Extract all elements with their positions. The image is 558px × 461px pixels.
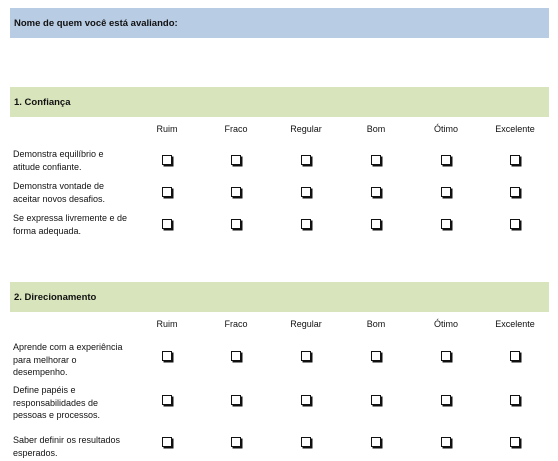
rating-checkbox[interactable] [371, 219, 381, 229]
rating-checkbox[interactable] [162, 219, 172, 229]
rating-checkbox[interactable] [441, 437, 451, 447]
criterion-label: Define papéis e responsabilidades de pessoas e processos. [13, 385, 101, 420]
rating-checkbox[interactable] [371, 437, 381, 447]
rating-checkbox[interactable] [371, 351, 381, 361]
rating-checkbox[interactable] [371, 155, 381, 165]
evaluee-name-bar [10, 8, 549, 38]
rating-checkbox[interactable] [301, 219, 311, 229]
rating-checkbox[interactable] [301, 395, 311, 405]
rating-checkbox[interactable] [162, 155, 172, 165]
rating-checkbox[interactable] [162, 351, 172, 361]
rating-checkbox[interactable] [371, 187, 381, 197]
section-header [10, 87, 549, 117]
rating-checkbox[interactable] [162, 395, 172, 405]
rating-checkbox[interactable] [510, 395, 520, 405]
rating-checkbox[interactable] [441, 351, 451, 361]
rating-column-label: Bom [366, 124, 386, 134]
rating-checkbox[interactable] [301, 155, 311, 165]
rating-checkbox[interactable] [510, 219, 520, 229]
criterion-label: Se expressa livremente e de forma adequada. [13, 213, 128, 236]
rating-checkbox[interactable] [441, 155, 451, 165]
rating-checkbox[interactable] [162, 187, 172, 197]
rating-checkbox[interactable] [441, 187, 451, 197]
rating-column-label: Excelente [495, 319, 535, 329]
rating-column-label: Ótimo [433, 319, 458, 329]
rating-column-label: Fraco [224, 124, 248, 134]
rating-checkbox[interactable] [510, 437, 520, 447]
rating-checkbox[interactable] [301, 351, 311, 361]
criterion-label: Saber definir os resultados esperados. [13, 435, 121, 458]
rating-checkbox[interactable] [441, 219, 451, 229]
rating-checkbox[interactable] [231, 155, 241, 165]
criterion-label: Demonstra equilíbrio e atitude confiante. [13, 149, 104, 172]
rating-scale-header [0, 319, 558, 333]
rating-checkbox[interactable] [231, 437, 241, 447]
rating-checkbox[interactable] [510, 155, 520, 165]
rating-column-label: Regular [290, 319, 322, 329]
rating-checkbox[interactable] [231, 395, 241, 405]
evaluee-name-label: Nome de quem você está avaliando: [14, 17, 178, 29]
rating-column-label: Excelente [495, 124, 535, 134]
rating-column-label: Bom [366, 319, 386, 329]
rating-checkbox[interactable] [231, 219, 241, 229]
rating-checkbox[interactable] [510, 351, 520, 361]
rating-checkbox[interactable] [371, 395, 381, 405]
criterion-label: Demonstra vontade de aceitar novos desafios. [13, 181, 106, 204]
rating-column-label: Ótimo [433, 124, 458, 134]
rating-checkbox[interactable] [301, 437, 311, 447]
rating-checkbox[interactable] [231, 187, 241, 197]
rating-checkbox[interactable] [162, 437, 172, 447]
rating-checkbox[interactable] [441, 395, 451, 405]
section-title: 2. Direcionamento [14, 291, 97, 303]
rating-column-label: Ruim [156, 319, 178, 329]
section-title: 1. Confiança [14, 96, 71, 108]
section-header [10, 282, 549, 312]
rating-scale-header [0, 124, 558, 138]
rating-column-label: Ruim [156, 124, 178, 134]
rating-checkbox[interactable] [231, 351, 241, 361]
rating-checkbox[interactable] [301, 187, 311, 197]
rating-column-label: Regular [290, 124, 322, 134]
rating-checkbox[interactable] [510, 187, 520, 197]
rating-column-label: Fraco [224, 319, 248, 329]
criterion-label: Aprende com a experiência para melhorar o desempenho. [13, 342, 123, 377]
